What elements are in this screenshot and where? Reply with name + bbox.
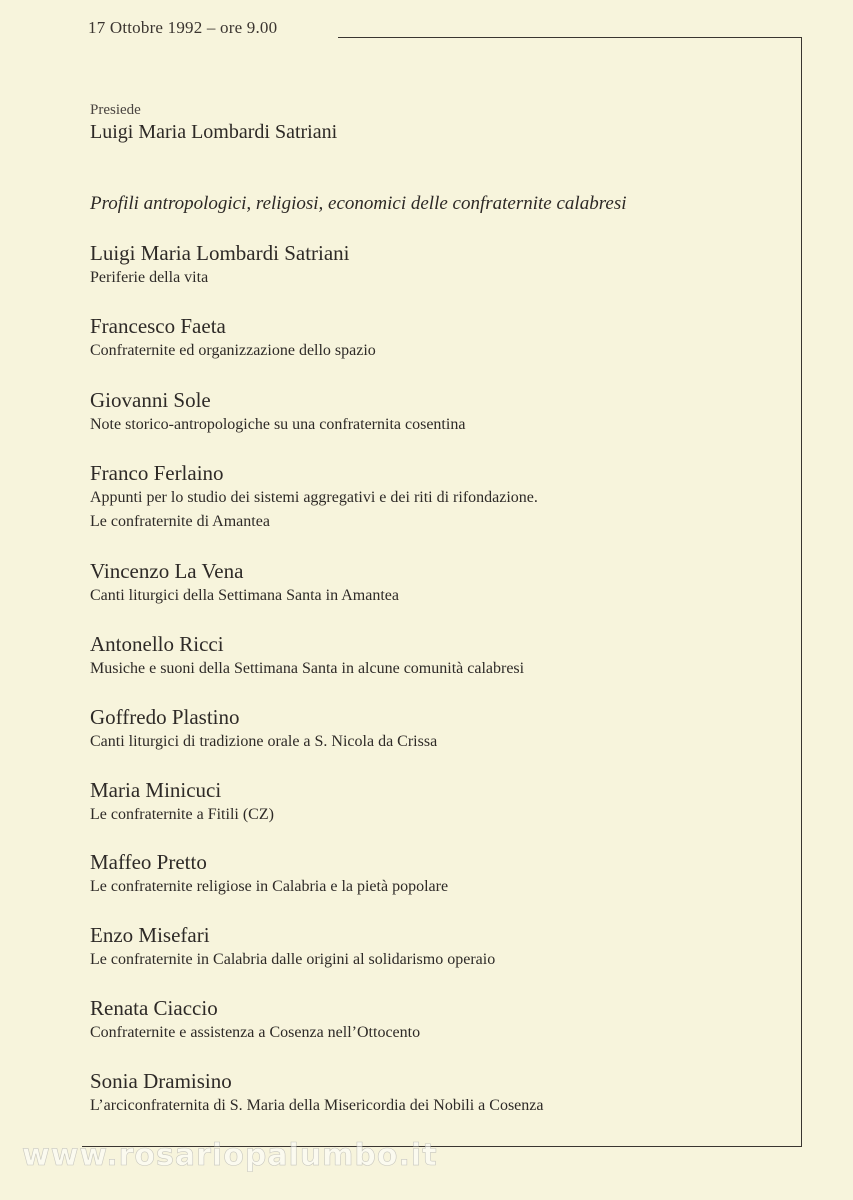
talk-title: Periferie della vita [90,269,209,286]
speaker-name: Goffredo Plastino [90,705,240,729]
chair-label: Presiede [90,102,141,118]
speaker-name: Maria Minicuci [90,778,222,802]
speaker-name: Franco Ferlaino [90,461,224,485]
talk-title: L’arciconfraternita di S. Maria della Misericordia dei Nobili a Cosenza [90,1097,544,1114]
talk-title: Canti liturgici della Settimana Santa in Amantea [90,587,399,604]
session-title: Profili antropologici, religiosi, economici delle confraternite calabresi [90,193,627,214]
speaker-entry [90,704,790,754]
speaker-entry [90,558,790,608]
speaker-entry [90,777,790,827]
speaker-name: Francesco Faeta [90,314,226,338]
chair-name: Luigi Maria Lombardi Satriani [90,121,338,143]
speaker-entry [90,1068,790,1118]
talk-title: Le confraternite a Fitili (CZ) [90,806,274,823]
speaker-entry [90,240,790,290]
speaker-name: Vincenzo La Vena [90,559,244,583]
talk-title: Le confraternite in Calabria dalle origini al solidarismo operaio [90,951,496,968]
talk-title: Confraternite e assistenza a Cosenza nell’Ottocento [90,1024,421,1041]
talk-title: Note storico-antropologiche su una confraternita cosentina [90,416,466,433]
speaker-entry [90,387,790,437]
speaker-entry [90,460,790,534]
watermark: www.rosariopalumbo.it [22,1138,438,1173]
speaker-name: Sonia Dramisino [90,1069,232,1093]
speaker-name: Luigi Maria Lombardi Satriani [90,241,350,265]
session-date: 17 Ottobre 1992 – ore 9.00 [88,18,278,37]
speaker-name: Antonello Ricci [90,632,224,656]
talk-title: Le confraternite di Amantea [90,513,270,530]
speaker-name: Enzo Misefari [90,923,210,947]
speaker-entry [90,849,790,899]
speaker-name: Renata Ciaccio [90,996,218,1020]
speaker-name: Maffeo Pretto [90,850,207,874]
speaker-entry [90,631,790,681]
speaker-entry [90,313,790,363]
talk-title: Musiche e suoni della Settimana Santa in alcune comunità calabresi [90,660,525,677]
speaker-entry [90,995,790,1045]
speaker-entry [90,922,790,972]
speaker-name: Giovanni Sole [90,388,211,412]
talk-title: Confraternite ed organizzazione dello spazio [90,342,376,359]
talk-title: Appunti per lo studio dei sistemi aggregativi e dei riti di rifondazione. [90,489,538,506]
talk-title: Le confraternite religiose in Calabria e la pietà popolare [90,878,449,895]
talk-title: Canti liturgici di tradizione orale a S. Nicola da Crissa [90,733,438,750]
